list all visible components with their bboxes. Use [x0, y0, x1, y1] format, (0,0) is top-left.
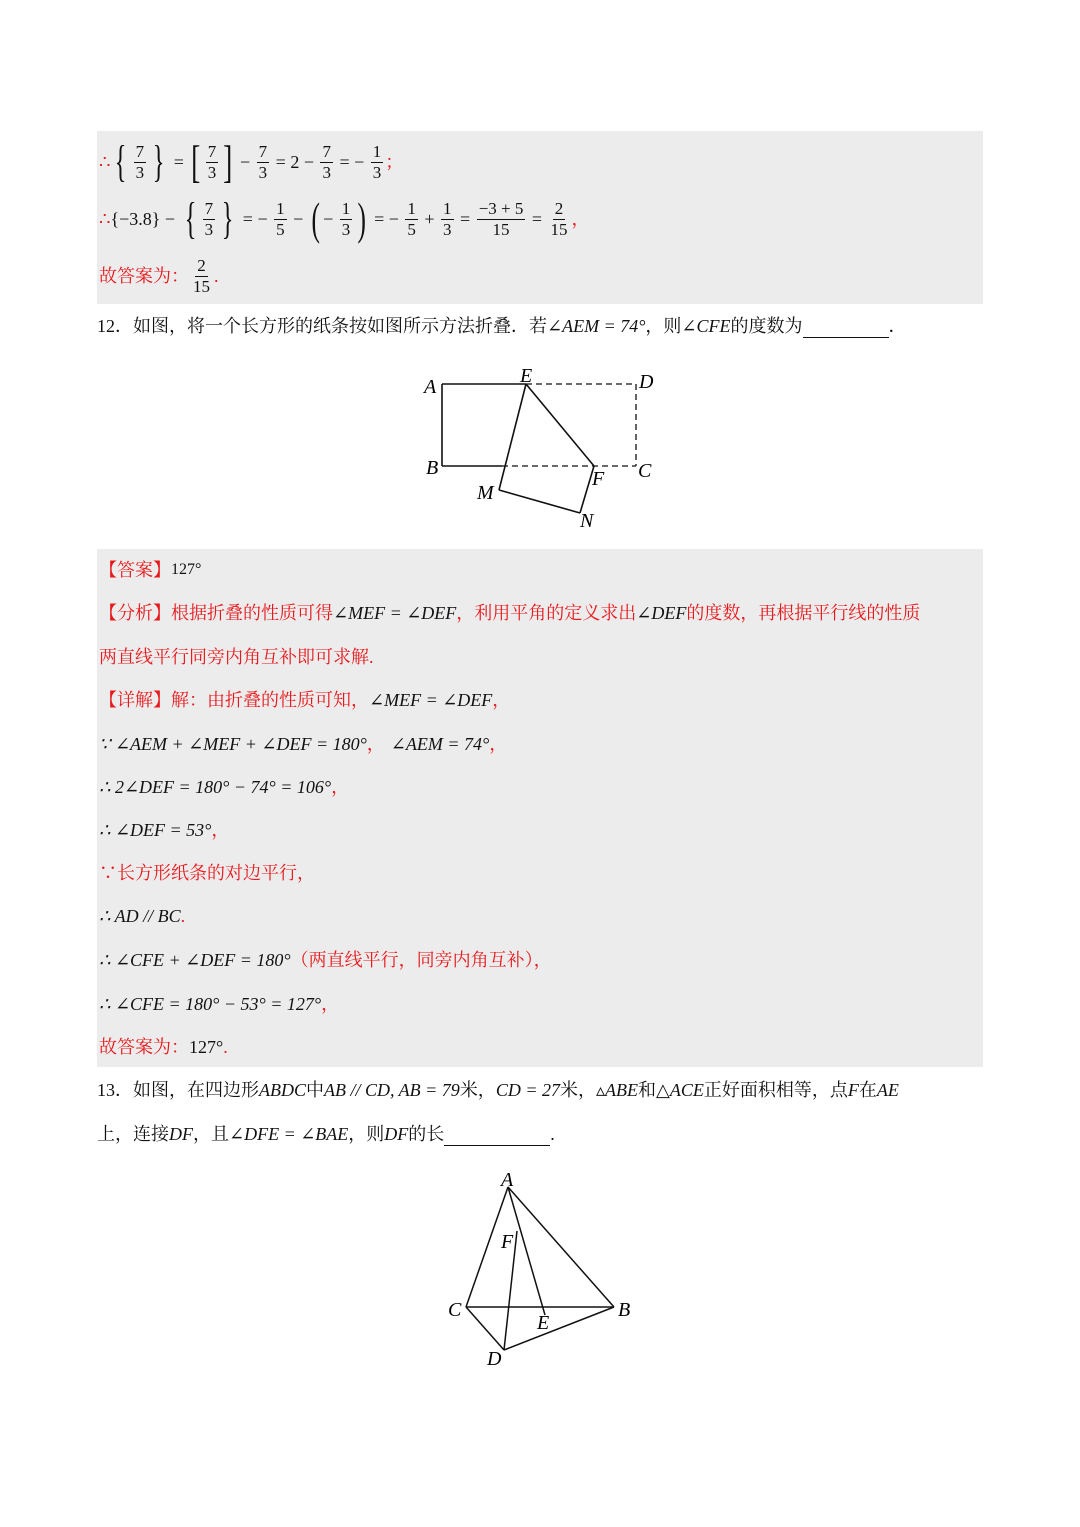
- question-text: 如图，在四边形: [133, 1080, 259, 1100]
- label-C: C: [448, 1299, 462, 1321]
- sol12-step3: [99, 818, 229, 842]
- question-end: ．: [888, 316, 907, 336]
- therefore-symbol: ∴: [99, 152, 111, 172]
- analysis-text: 的度数，再根据平行线的性质: [686, 603, 921, 623]
- analysis-text: ，利用平角的定义求出: [456, 603, 637, 623]
- analysis-tag: 【分析】: [99, 603, 171, 623]
- question-number: 12．: [97, 316, 133, 336]
- step-equation: ∴ 2∠DEF = 180° − 74° = 106°: [99, 777, 332, 797]
- answer-prefix: 故答案为：: [99, 266, 189, 286]
- sol12-step2: [99, 775, 349, 799]
- question-number: 13．: [97, 1080, 133, 1100]
- step-end: ，: [489, 734, 508, 754]
- label-C: C: [638, 460, 652, 482]
- question-text: 的长: [408, 1124, 445, 1144]
- answer-value: 127°: [171, 561, 202, 578]
- sol12-step4: [99, 861, 315, 885]
- sol12-answer: [99, 558, 201, 582]
- label-B: B: [618, 1299, 631, 1321]
- unit: 米，: [559, 1080, 596, 1100]
- sol11-line2-math: {−3.8} − { $\frac{7}{3}$ } = − $\frac{1}{5}$ − ( − $\frac{1}{3}$ ) = − $\frac{1}{5}$ + $\frac{1}{3}$ = $\frac{-3 + 5}{15}$ = $\frac{2}{15}$: [110, 193, 568, 244]
- label-A: A: [424, 376, 437, 398]
- figure-q13-quadrilateral: [440, 1165, 640, 1375]
- step-reason: （两直线平行，同旁内角互补），: [290, 950, 552, 970]
- answer-fraction: $\frac{2}{15}$: [193, 255, 210, 296]
- step-end: ，: [211, 820, 230, 840]
- sol11-line2: [99, 193, 590, 245]
- segment-name: AE: [876, 1080, 899, 1100]
- question-text: 的度数为: [730, 316, 803, 336]
- detail-equation: ∠MEF = ∠DEF: [369, 690, 493, 710]
- question-13-line1: [97, 1078, 899, 1102]
- segment-name: DF: [384, 1124, 409, 1144]
- figure-q12-folded-rectangle: [420, 360, 670, 535]
- label-M: M: [477, 482, 494, 504]
- unit: 米，: [459, 1080, 496, 1100]
- triangle: ▵ABE: [595, 1080, 638, 1100]
- condition-angle: ∠AEM = 74°: [547, 316, 646, 336]
- analysis-equation: ∠MEF = ∠DEF: [333, 603, 457, 623]
- sol11-line1-end: ；: [385, 152, 404, 172]
- label-D: D: [639, 371, 654, 393]
- question-text: 在: [858, 1080, 877, 1100]
- solution-11-block: [97, 131, 983, 304]
- detail-text: 解：由折叠的性质可知，: [171, 690, 369, 710]
- final-value: 127°: [189, 1037, 224, 1057]
- step-sep: ，: [366, 734, 385, 754]
- label-F: F: [501, 1231, 514, 1253]
- question-text: 上，连接: [97, 1124, 169, 1144]
- sol12-detail: [99, 688, 510, 712]
- analysis-text: 根据折叠的性质可得: [171, 603, 333, 623]
- sol11-line1: [99, 137, 403, 187]
- quad-name: ABDC: [259, 1080, 306, 1100]
- answer-tag: 【答案】: [99, 560, 171, 580]
- step-end: ，: [331, 777, 350, 797]
- label-E: E: [537, 1312, 550, 1334]
- condition: AB // CD, AB = 79: [324, 1080, 460, 1100]
- sol12-final: [99, 1035, 228, 1059]
- label-A: A: [501, 1169, 514, 1191]
- sol12-analysis-line2: [99, 645, 374, 669]
- solution-12-block: [97, 549, 983, 1067]
- step-end: ，: [321, 994, 340, 1014]
- step-equation: ∴ ∠CFE = 180° − 53° = 127°: [99, 994, 322, 1014]
- sol11-line1-math: { $\frac{7}{3}$ } = [ $\frac{7}{3}$ ] − $\frac{7}{3}$ = 2 − $\frac{7}{3}$ = − $\frac{1}{3}$: [115, 136, 382, 187]
- step-equation: ∴ ∠CFE + ∠DEF = 180°: [99, 950, 291, 970]
- question-text: 和: [638, 1080, 656, 1100]
- question-13-line2: [97, 1122, 555, 1146]
- point-name: F: [847, 1080, 859, 1100]
- question-text: 中: [306, 1080, 324, 1100]
- condition: ∠DFE = ∠BAE: [229, 1124, 349, 1144]
- analysis-equation: ∠DEF: [636, 603, 687, 623]
- segment-name: DF: [169, 1124, 193, 1144]
- sol11-line2-end: ，: [571, 209, 590, 229]
- step-equation: ∠AEM = 74°: [390, 734, 490, 754]
- final-end: .: [223, 1037, 228, 1057]
- answer-blank[interactable]: [803, 337, 889, 338]
- label-B: B: [426, 457, 439, 479]
- sol11-answer: [99, 251, 219, 301]
- sol12-analysis-line1: [99, 601, 920, 625]
- step-equation: ∴ ∠DEF = 53°: [99, 820, 212, 840]
- question-text: 如图，将一个长方形的纸条按如图所示方法折叠．若: [133, 316, 547, 336]
- sol12-step7: [99, 992, 339, 1016]
- question-text: ，则: [645, 316, 682, 336]
- triangle: △ACE: [656, 1080, 704, 1100]
- condition: CD = 27: [495, 1080, 560, 1100]
- question-12: [97, 314, 907, 338]
- label-F: F: [592, 468, 605, 490]
- step-equation: ∵ ∠AEM + ∠MEF + ∠DEF = 180°: [99, 734, 367, 754]
- answer-blank[interactable]: [444, 1145, 550, 1146]
- answer-end: .: [214, 266, 219, 286]
- analysis-text: 两直线平行同旁内角互补即可求解.: [99, 647, 374, 667]
- step-end: .: [180, 906, 186, 926]
- detail-tag: 【详解】: [99, 690, 171, 710]
- question-text: ，且: [193, 1124, 229, 1144]
- question-text: 正好面积相等，点: [703, 1080, 848, 1100]
- sol12-step5: [99, 904, 185, 928]
- label-N: N: [580, 510, 594, 532]
- step-text: ∵长方形纸条的对边平行，: [99, 863, 315, 883]
- label-D: D: [487, 1348, 502, 1370]
- detail-end: ，: [492, 690, 511, 710]
- target-angle: ∠CFE: [681, 316, 731, 336]
- sol12-step6: [99, 948, 552, 972]
- question-end: .: [550, 1124, 555, 1144]
- therefore-symbol: ∴: [99, 209, 111, 229]
- label-E: E: [520, 365, 533, 387]
- final-prefix: 故答案为：: [99, 1037, 189, 1057]
- step-equation: ∴ AD // BC: [99, 906, 181, 926]
- sol12-step1: [99, 732, 507, 756]
- question-text: ，则: [348, 1124, 385, 1144]
